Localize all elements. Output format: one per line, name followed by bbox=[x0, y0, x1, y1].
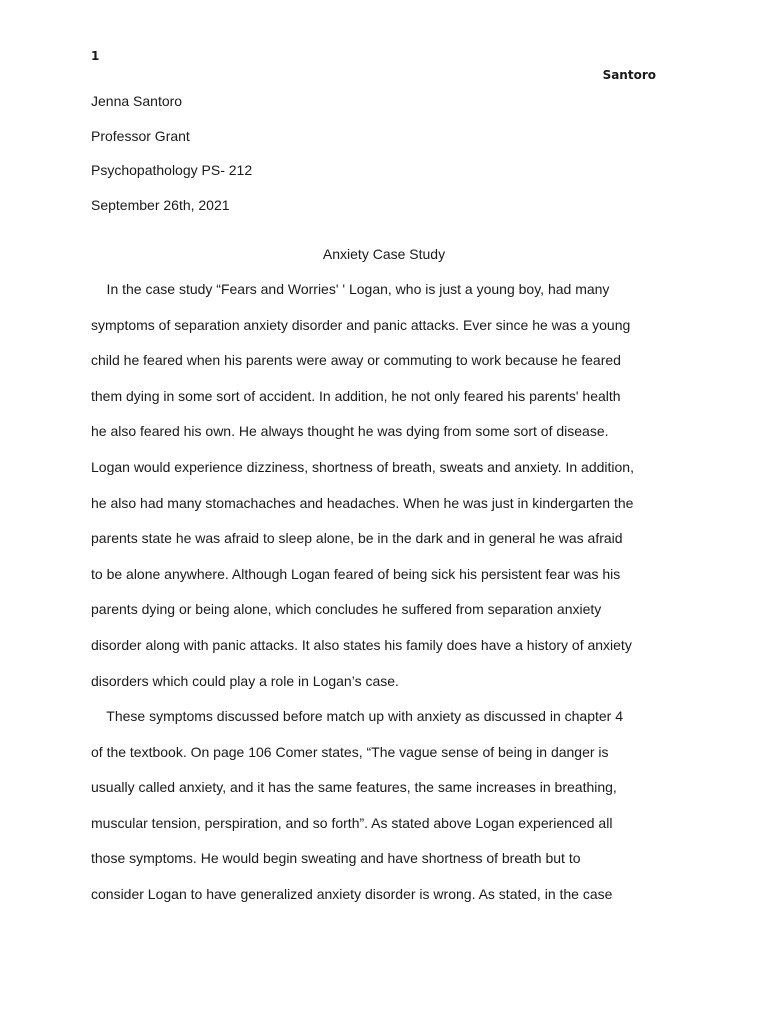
page-number: 1 bbox=[91, 49, 100, 63]
body-line: those symptoms. He would begin sweating and have shortness of breath but to bbox=[91, 850, 581, 866]
body-line: muscular tension, perspiration, and so forth”. As stated above Logan experienced all bbox=[91, 815, 613, 831]
body-line: he also feared his own. He always thought he was dying from some sort of disease. bbox=[91, 423, 609, 439]
body-line: disorders which could play a role in Logan’s case. bbox=[91, 673, 399, 689]
body-line: of the textbook. On page 106 Comer states, “The vague sense of being in danger is bbox=[91, 744, 609, 760]
body-line: usually called anxiety, and it has the same features, the same increases in breathing, bbox=[91, 779, 617, 795]
body-line: he also had many stomachaches and headaches. When he was just in kindergarten the bbox=[91, 495, 634, 511]
body-line: consider Logan to have generalized anxiety disorder is wrong. As stated, in the case bbox=[91, 886, 613, 902]
submission-date: September 26th, 2021 bbox=[91, 197, 230, 213]
instructor-name: Professor Grant bbox=[91, 128, 190, 144]
body-line: These symptoms discussed before match up with anxiety as discussed in chapter 4 bbox=[91, 708, 623, 724]
course-name: Psychopathology PS- 212 bbox=[91, 162, 253, 178]
author-name: Jenna Santoro bbox=[91, 93, 183, 109]
body-line: child he feared when his parents were away or commuting to work because he feared bbox=[91, 352, 621, 368]
body-line: symptoms of separation anxiety disorder and panic attacks. Ever since he was a young bbox=[91, 317, 631, 333]
body-line: to be alone anywhere. Although Logan feared of being sick his persistent fear was his bbox=[91, 566, 621, 582]
running-head: Santoro bbox=[602, 68, 656, 82]
body-line: parents state he was afraid to sleep alone, be in the dark and in general he was afraid bbox=[91, 530, 623, 546]
body-line: disorder along with panic attacks. It also states his family does have a history of anxiety bbox=[91, 637, 632, 653]
body-line: Logan would experience dizziness, shortness of breath, sweats and anxiety. In addition, bbox=[91, 459, 634, 475]
body-line: them dying in some sort of accident. In addition, he not only feared his parents' health bbox=[91, 388, 621, 404]
body-line: In the case study “Fears and Worries' ' Logan, who is just a young boy, had many bbox=[91, 281, 610, 297]
document-title: Anxiety Case Study bbox=[322, 246, 446, 262]
body-line: parents dying or being alone, which concludes he suffered from separation anxiety bbox=[91, 601, 602, 617]
